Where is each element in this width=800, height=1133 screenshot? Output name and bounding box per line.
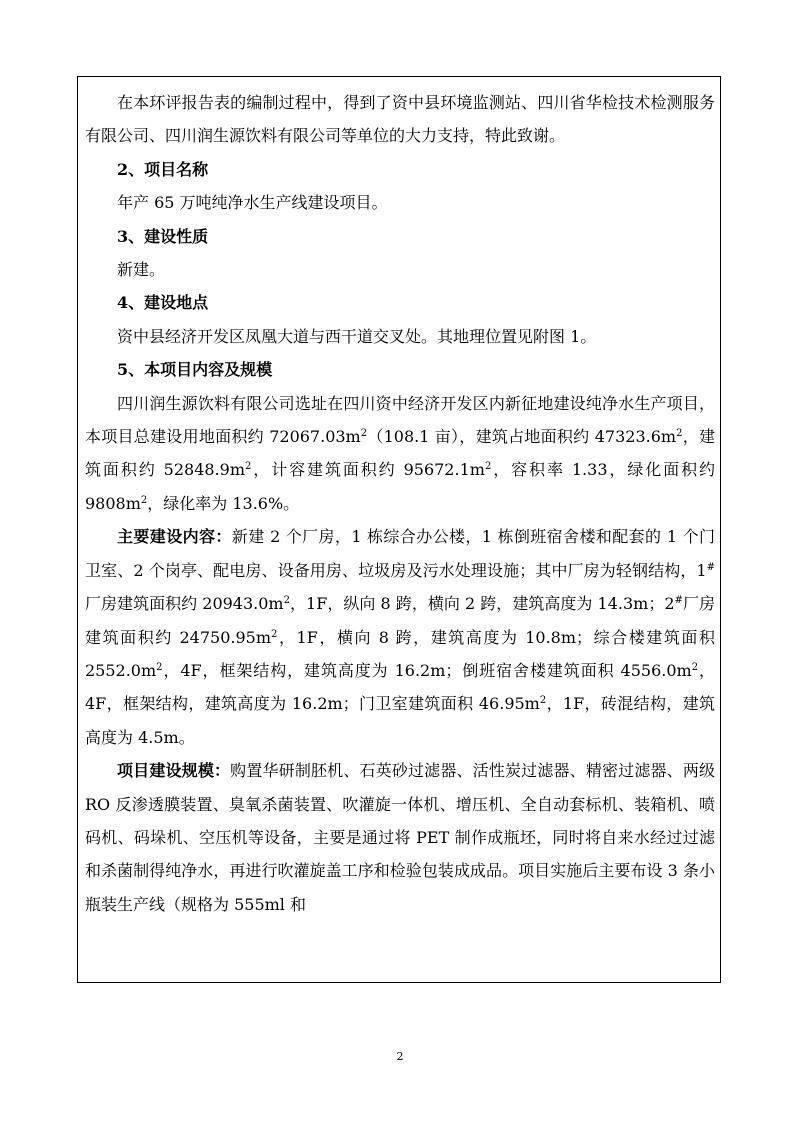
section-2-body: 年产 65 万吨纯净水生产线建设项目。: [117, 193, 388, 213]
text-run: 购置华研制胚机、石英砂过滤器、活性炭过滤器、精密过滤器、两级 RO 反渗透膜装置、臭氧杀菌装置、吹灌旋一体机、增压机、全自动套标机、装箱机、喷码机、码垛机、空压机等设备，主要是通过将 PET 制作成瓶坯，同时将自来水经过过滤和杀菌制得纯净水，再进行吹灌旋盖工序和检验包装成成品。项目实施后主要布设 3 条小瓶装生产线（规格为 555ml 和: [85, 761, 715, 914]
text-run: ，1F，横向 8 跨，建筑高度为 10.8m；综合楼建筑面积 2552.0m: [85, 627, 715, 680]
text-run: ，1F，砖混结构，建筑高度为 4.5m。: [85, 694, 715, 747]
text-run: 厂房建筑面积约 20943.0m: [85, 594, 284, 614]
scale-label: 项目建设规模：: [117, 761, 231, 781]
text-run: 新建 2 个厂房，1 栋综合办公楼，1 栋倒班宿舍楼和配套的 1 个门卫室、2 个岗亭、配电房、设备用房、垃圾房及污水处理设施；其中厂房为轻钢结构，1: [85, 527, 715, 580]
superscript: 2: [245, 461, 252, 473]
superscript: 2: [140, 494, 148, 506]
superscript: 2: [271, 628, 278, 640]
superscript: 2: [360, 428, 368, 440]
section-4-heading: 4、建设地点: [117, 293, 209, 313]
main-content-label: 主要建设内容：: [117, 527, 232, 547]
section-5-paragraph-1: [85, 387, 715, 521]
text-run: ，计容建筑面积约 95672.1m: [251, 460, 485, 480]
text-run: ，1F，纵向 8 跨，横向 2 跨，建筑高度为 14.3m；2: [289, 594, 675, 614]
text-run: 四川润生源饮料有限公司选址在四川资中经济开发区内新征地建设纯净水生产项目，本项目总建设用地面积约 72067.03m: [85, 393, 715, 447]
text-run: ，容积率 1.33，绿化面积约 9808m: [85, 460, 715, 513]
intro-paragraph: 在本环评报告表的编制过程中，得到了资中县环境监测站、四川省华检技术检测服务有限公司、四川润生源饮料有限公司等单位的大力支持，特此致谢。: [85, 93, 715, 146]
section-5-heading: 5、本项目内容及规模: [117, 360, 273, 380]
superscript: #: [674, 595, 683, 607]
superscript: 2: [691, 661, 699, 673]
document-body: [85, 86, 715, 921]
section-3-heading: 3、建设性质: [117, 226, 209, 246]
superscript: 2: [484, 461, 492, 473]
section-5-paragraph-3: [85, 754, 715, 921]
superscript: 2: [676, 428, 683, 440]
text-run: 厂房建筑面积约 24750.95m: [85, 594, 715, 647]
superscript: 2: [156, 661, 163, 673]
superscript: 2: [283, 595, 290, 607]
text-run: ，4F，框架结构，建筑高度为 16.2m；门卫室建筑面积 46.95m: [85, 660, 715, 714]
section-3-body: 新建。: [117, 260, 166, 280]
section-4-body: 资中县经济开发区凤凰大道与西干道交叉处。其地理位置见附图 1。: [117, 326, 597, 346]
text-run: ，4F，框架结构，建筑高度为 16.2m；倒班宿舍楼建筑面积 4556.0m: [162, 660, 692, 680]
text-run: ，绿化率为 13.6%。: [147, 493, 300, 513]
text-run: （108.1 亩），建筑占地面积约 47323.6m: [367, 427, 677, 447]
superscript: 2: [539, 695, 547, 707]
page-number: 2: [396, 1050, 404, 1063]
superscript: #: [706, 561, 715, 573]
text-run: ，建筑面积约 52848.9m: [85, 427, 715, 480]
section-5-paragraph-2: [85, 520, 715, 754]
section-2-heading: 2、项目名称: [117, 159, 209, 179]
